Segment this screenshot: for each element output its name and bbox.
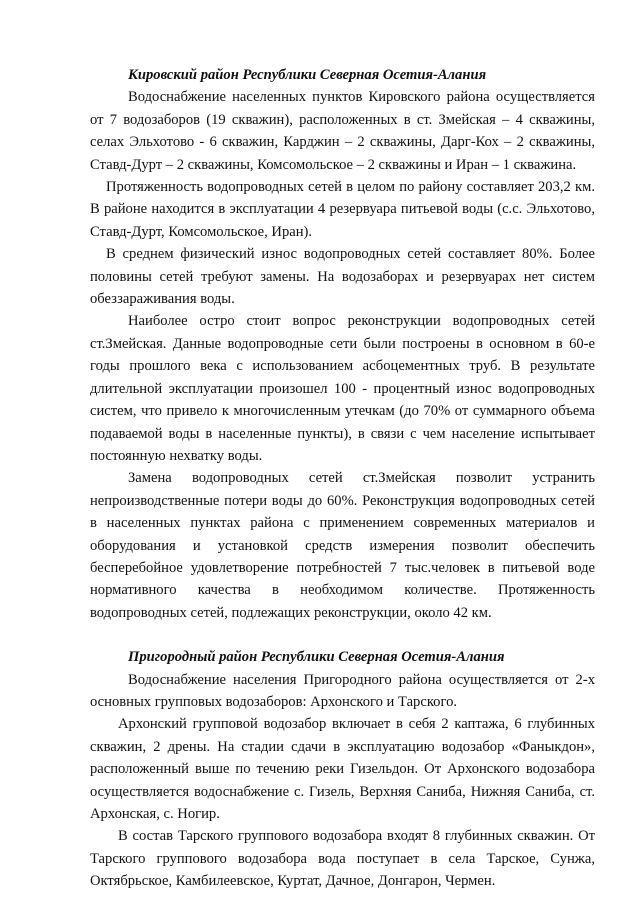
- paragraph: Замена водопроводных сетей ст.Змейская позволит устранить непроизводственные потери воды до 60%. Реконструкция водопроводных сетей в населенных пунктах района с применением современных материалов и оборудования и установкой средств измерения позволит обеспечить бесперебойное удовлетворение потребностей 7 тыс.человек в питьевой воде нормативного качества в необходимом количестве. Протяженность водопроводных сетей, подлежащих реконструкции, около 42 км.: [90, 470, 595, 621]
- document-content: [90, 64, 595, 893]
- paragraph: Архонский групповой водозабор включает в себя 2 каптажа, 6 глубинных скважин, 2 дрены. На стадии сдачи в эксплуатацию водозабор «Фаныкдон», расположенный выше по течению реки Гизельдон. От Архонского водозабора осуществляется водоснабжение с. Гизель, Верхняя Саниба, Нижняя Саниба, ст. Архонская, с. Ногир.: [90, 716, 595, 822]
- paragraph: В состав Тарского группового водозабора входят 8 глубинных скважин. От Тарского группового водозабора вода поступает в села Тарское, Сунжа, Октябрьское, Камбилеевское, Куртат, Дачное, Донгарон, Чермен.: [90, 828, 595, 890]
- section-heading-prigorodny: Пригородный район Республики Северная Осетия-Алания: [128, 649, 505, 666]
- section-heading-kirovsky: Кировский район Республики Северная Осетия-Алания: [128, 67, 487, 83]
- paragraph: Наиболее остро стоит вопрос реконструкции водопроводных сетей ст.Змейская. Данные водопроводные сети были построены в основном в 60-е годы прошлого века с использованием асбоцементных труб. В результате длительной эксплуатации произошел 100 - процентный износ водопроводных систем, что привело к многочисленным утечкам (до 70% от суммарного объема подаваемой воды в населенные пункты), в связи с чем население испытывает постоянную нехватку воды.: [90, 313, 595, 464]
- paragraph: Водоснабжение населенных пунктов Кировского района осуществляется от 7 водозаборов (19 скважин), расположенных в ст. Змейская – 4 скважины, селах Эльхотово - 6 скважин, Карджин – 2 скважины, Дарг-Кох – 2 скважины, Ставд-Дурт – 2 скважины, Комсомольское – 2 скважины и Иран – 1 скважина.: [90, 89, 595, 173]
- paragraph: Протяженность водопроводных сетей в целом по району составляет 203,2 км. В районе находится в эксплуатации 4 резервуара питьевой воды (с.с. Эльхотово, Ставд-Дурт, Комсомольское, Иран).: [90, 179, 595, 240]
- paragraph: Водоснабжение населения Пригородного района осуществляется от 2-х основных групповых водозаборов: Архонского и Тарского.: [90, 671, 595, 710]
- paragraph: В среднем физический износ водопроводных сетей составляет 80%. Более половины сетей требуют замены. На водозаборах и резервуарах нет систем обеззараживания воды.: [90, 246, 595, 308]
